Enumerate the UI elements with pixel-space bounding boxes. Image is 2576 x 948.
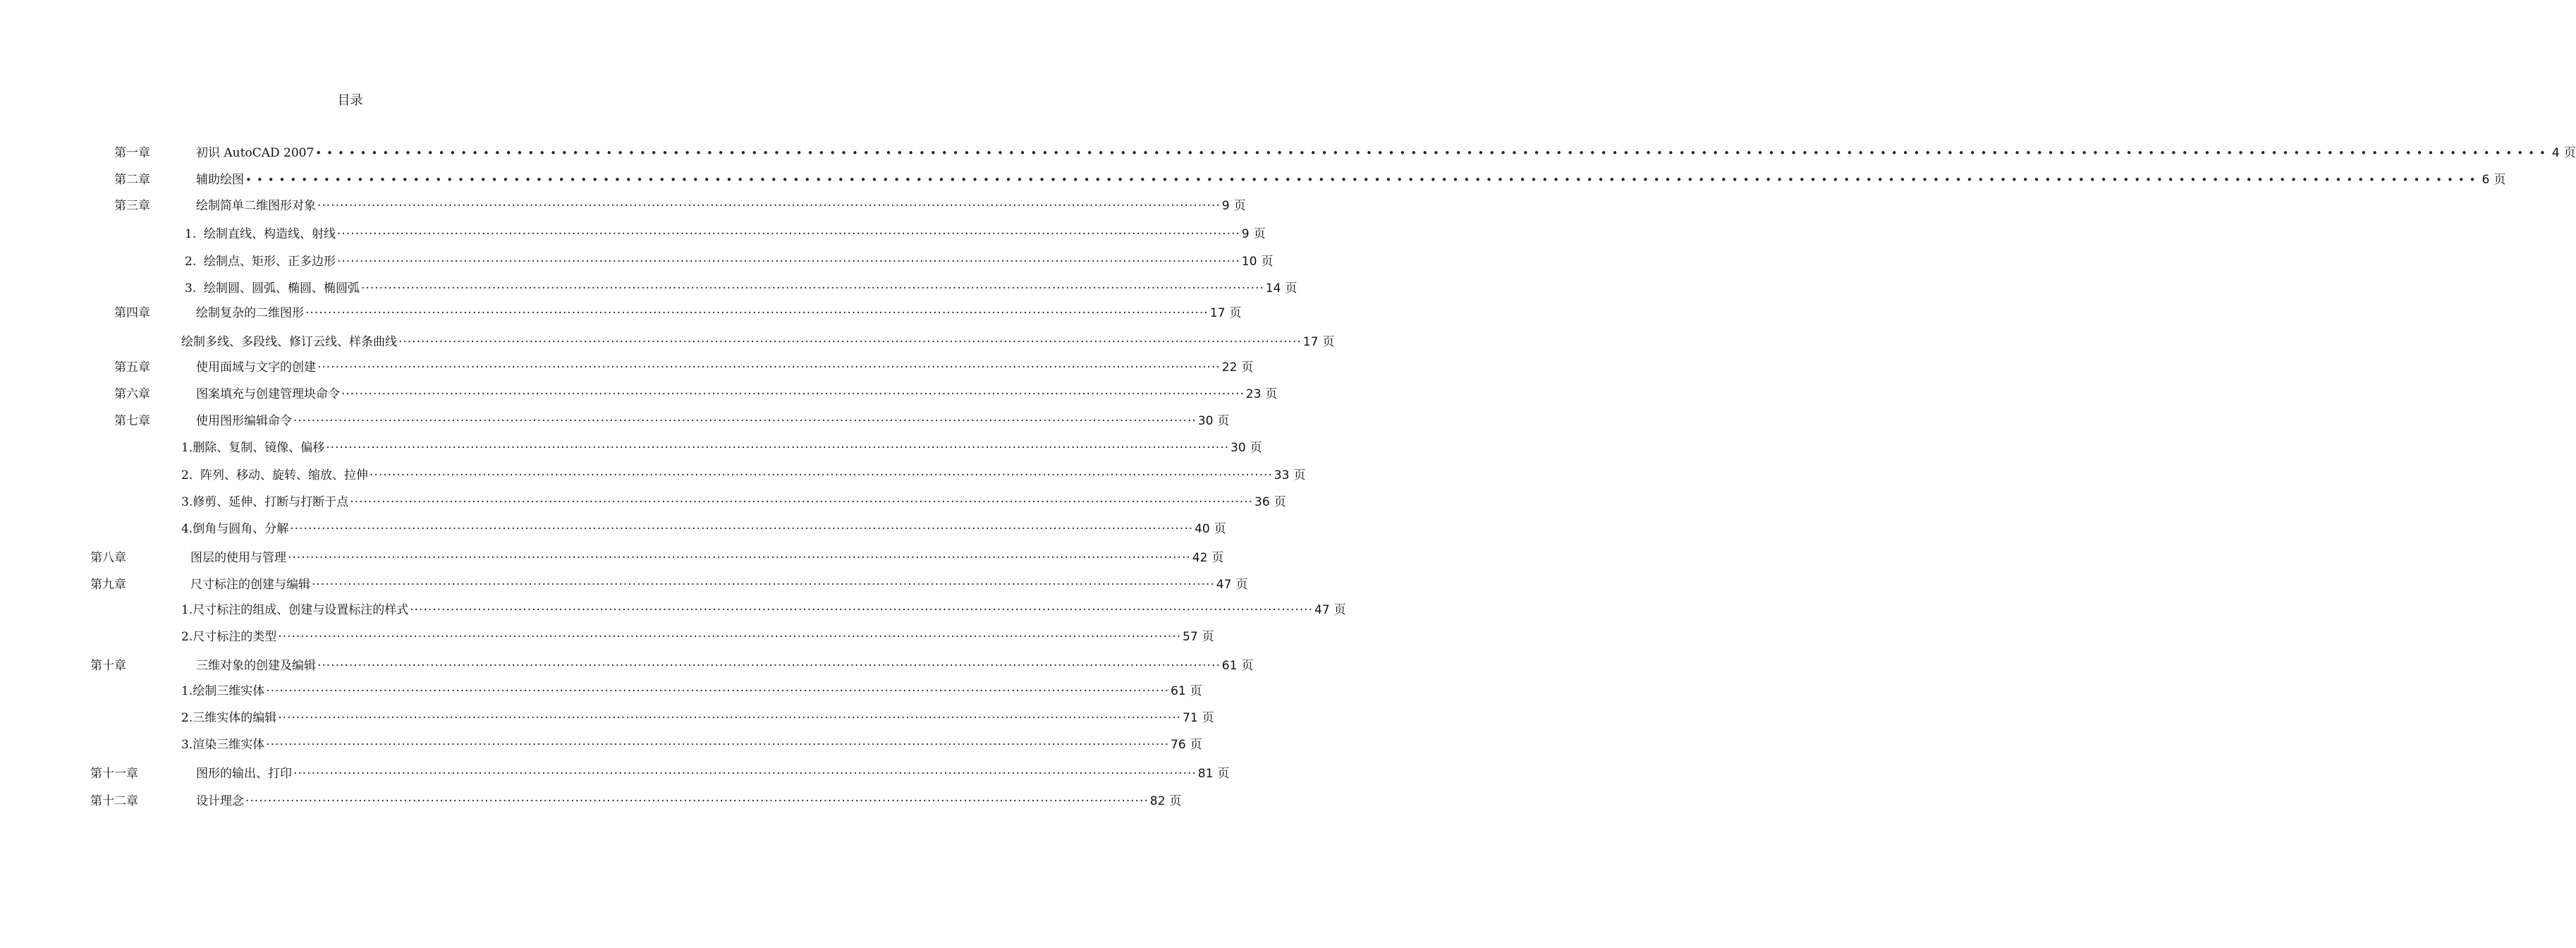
toc-page-number: 6 [2482,173,2490,187]
dot-leader: ········································································································································································································ [337,255,1240,269]
toc-entry [0,413,1230,430]
toc-entry-body [181,467,1306,484]
dot-leader: ········································································································································································································ [326,441,1229,455]
toc-page-number: 30 [1197,414,1214,428]
toc-entry-body [181,710,1214,727]
dot-leader: ········································································································································································································ [398,335,1302,349]
toc-entry-body [181,736,1202,753]
toc-page-unit: 页 [1202,711,1214,725]
toc-page-unit: 页 [2493,173,2506,187]
dot-leader: ········································································································································································································ [293,767,1197,781]
dot-leader: ········································································································································································································ [278,630,1181,644]
toc-chapter-label: 第六章 [114,387,150,401]
toc-entry-body [196,793,1182,810]
toc-page-unit: 页 [1333,603,1346,617]
toc-entry [0,386,1278,403]
toc-entry-title: 设计理念 [196,794,244,808]
toc-entry-body [196,305,1242,322]
toc-entry-title: 绘制简单二维图形对象 [196,199,316,213]
toc-entry-title: 图形的输出、打印 [196,767,292,781]
toc-entry-body [190,576,1248,593]
toc-entry [0,657,1254,674]
toc-page-number: 61 [1171,684,1186,698]
toc-page-unit: 页 [1235,578,1248,592]
toc-page-unit: 页 [2563,146,2576,160]
toc-entry-body [181,334,1335,351]
toc-page-unit: 页 [1214,522,1226,536]
toc-entry-body [185,280,1298,297]
toc-page-unit: 页 [1217,767,1230,781]
toc-entry-title: 3.修剪、延伸、打断与打断于点 [181,495,349,509]
toc-entry-title: 1.尺寸标注的组成、创建与设置标注的样式 [181,603,409,617]
dot-leader: ········································································································································································································ [290,522,1193,536]
toc-entry-title: 1.删除、复制、镜像、偏移 [181,441,325,455]
toc-page-unit: 页 [1229,306,1242,320]
toc-entry-body [196,171,2506,188]
toc-chapter-label: 第三章 [114,199,150,213]
toc-entry [0,494,1286,511]
toc-page-number: 30 [1231,441,1246,455]
toc-page-unit: 页 [1233,199,1246,213]
toc-page-unit: 页 [1265,387,1278,401]
toc-entry-title: 使用面域与文字的创建 [196,360,316,375]
dot-leader: ········································································································································································································ [312,578,1215,592]
toc-page-number: 71 [1183,711,1198,725]
toc-chapter-label: 第十章 [90,659,126,673]
toc-page-number: 33 [1274,468,1290,482]
toc-page-number: 76 [1171,738,1186,752]
toc-page-number: 42 [1192,551,1208,565]
toc-page-unit: 页 [1211,551,1224,565]
toc-entry-title: 图案填充与创建管理块命令 [196,387,340,401]
toc-entry-body [196,198,1246,214]
toc-page-number: 61 [1221,659,1238,673]
toc-entry-title: 2.三维实体的编辑 [181,711,277,725]
toc-page-number: 4 [2551,146,2560,160]
toc-page-unit: 页 [1241,360,1254,375]
toc-entry-body [185,253,1274,270]
toc-entry [0,765,1230,782]
toc-entry-title: 4.倒角与圆角、分解 [181,522,289,536]
toc-entry-body [181,683,1202,700]
toc-page-unit: 页 [1285,281,1298,296]
toc-entry-title: 3. 绘制圆、圆弧、椭圆、椭圆弧 [185,281,360,296]
dot-leader: ········································································································································································································ [341,387,1245,401]
toc-page-unit: 页 [1250,441,1262,455]
dot-leader: ········································································································································································································ [245,794,1149,808]
toc-page-unit: 页 [1217,414,1230,428]
toc-page-unit: 页 [1202,630,1214,644]
dot-leader: ········································································································································································································ [337,227,1240,241]
toc-entry [0,793,1182,810]
dot-leader: ········································································································································································································ [266,738,1169,752]
dot-leader: ········································································································································································································ [278,711,1181,725]
toc-entry [0,334,1335,351]
toc-chapter-label: 第十二章 [90,794,138,808]
toc-entry-body [196,765,1230,782]
toc-entry-title: 绘制多线、多段线、修订云线、样条曲线 [181,335,397,349]
toc-page-unit: 页 [1293,468,1306,482]
toc-entry [0,253,1274,270]
toc-entry-title: 辅助绘图 [196,173,244,187]
toc-page-unit: 页 [1253,227,1266,241]
toc-entry [0,602,1346,619]
toc-page-unit: 页 [1190,684,1202,698]
dot-leader: ········································································································································································································ [317,659,1221,673]
toc-entry [0,226,1266,243]
dot-leader: •••••••••••••••••••••••••••••••••••••••••••••••••••••••••••••••••••••••••••••••••••••••••••••••••••••••••••••••••••••••••••••••••••••••••••••••••••••••••••••••••••••••••••••••••••••••••••••••••••••••• [315,147,2551,159]
toc-entry-title: 2. 绘制点、矩形、正多边形 [185,255,336,269]
dot-leader: ········································································································································································································ [350,495,1253,509]
toc-chapter-label: 第一章 [114,146,150,160]
toc-page-number: 47 [1314,603,1330,617]
toc-page-number: 36 [1255,495,1270,509]
toc-page-unit: 页 [1274,495,1286,509]
toc-chapter-label: 第二章 [114,173,150,187]
toc-page-number: 14 [1265,281,1281,296]
toc-entry-title: 图层的使用与管理 [190,551,286,565]
toc-entry-title: 绘制复杂的二维图形 [196,306,304,320]
dot-leader: ········································································································································································································ [317,360,1221,375]
toc-entry-body [190,549,1224,566]
dot-leader: ········································································································································································································ [266,684,1169,698]
toc-page-number: 23 [1245,387,1262,401]
toc-entry [0,305,1242,322]
toc-entry-body [196,359,1254,376]
toc-page-number: 81 [1197,767,1214,781]
toc-entry-title: 1. 绘制直线、构造线、射线 [185,227,336,241]
toc-entry-title: 2.尺寸标注的类型 [181,630,277,644]
toc-chapter-label: 第九章 [90,578,126,592]
toc-entry-title: 三维对象的创建及编辑 [196,659,316,673]
toc-title: 目录 [337,93,363,108]
toc-entry [0,521,1226,537]
toc-entry [0,736,1202,753]
toc-page-unit: 页 [1322,335,1335,349]
toc-entry [0,359,1254,376]
dot-leader: ········································································································································································································ [288,551,1191,565]
toc-entry [0,280,1298,297]
toc-chapter-label: 第四章 [114,306,150,320]
toc-entry-body [181,521,1226,537]
toc-chapter-label: 第七章 [114,414,150,428]
dot-leader: ········································································································································································································ [293,414,1197,428]
toc-entry-title: 3.渲染三维实体 [181,738,265,752]
toc-entry-title: 1.绘制三维实体 [181,684,265,698]
toc-entry [0,710,1214,727]
toc-entry [0,628,1214,645]
toc-page-number: 40 [1195,522,1210,536]
toc-entry-body [196,657,1254,674]
toc-page-number: 10 [1241,255,1257,269]
toc-page-unit: 页 [1261,255,1274,269]
dot-leader: ········································································································································································································ [305,306,1209,320]
toc-entry-body [181,494,1286,511]
toc-page-number: 82 [1149,794,1166,808]
toc-entry [0,576,1248,593]
dot-leader: ········································································································································································································ [370,468,1273,482]
toc-entry-body [196,145,2576,162]
toc-entry-title: 初识 AutoCAD 2007 [196,146,315,160]
toc-entry-body [181,602,1346,619]
toc-page-number: 57 [1183,630,1198,644]
toc-entry-body [181,439,1262,456]
toc-entry [0,171,2506,188]
toc-page-unit: 页 [1169,794,1182,808]
dot-leader: ········································································································································································································ [317,199,1221,213]
toc-page-number: 17 [1209,306,1226,320]
toc-entry-body [185,226,1266,243]
toc-entry-body [181,628,1214,645]
toc-entry [0,683,1202,700]
toc-chapter-label: 第五章 [114,360,150,375]
toc-page-number: 47 [1216,578,1232,592]
toc-entry [0,467,1306,484]
toc-page-number: 9 [1221,199,1230,213]
toc-entry [0,198,1246,214]
toc-page-unit: 页 [1190,738,1202,752]
toc-entry [0,145,2576,162]
dot-leader: ········································································································································································································ [361,281,1264,296]
toc-page-number: 9 [1241,227,1250,241]
toc-entry-title: 2. 阵列、移动、旋转、缩放、拉伸 [181,468,369,482]
toc-entry [0,549,1224,566]
toc-entry-body [196,413,1230,430]
toc-chapter-label: 第八章 [90,551,126,565]
toc-page-number: 17 [1302,335,1319,349]
dot-leader: •••••••••••••••••••••••••••••••••••••••••••••••••••••••••••••••••••••••••••••••••••••••••••••••••••••••••••••••••••••••••••••••••••••••••••••••••••••••••••••••••••••••••••••••••••••••••••••••••••••••• [245,174,2481,186]
toc-chapter-label: 第十一章 [90,767,138,781]
toc-page-unit: 页 [1241,659,1254,673]
toc-entry-title: 使用图形编辑命令 [196,414,292,428]
toc-entry-body [196,386,1278,403]
toc-entry-title: 尺寸标注的创建与编辑 [190,578,310,592]
toc-page-number: 22 [1221,360,1238,375]
dot-leader: ········································································································································································································ [410,603,1313,617]
toc-entry [0,439,1262,456]
